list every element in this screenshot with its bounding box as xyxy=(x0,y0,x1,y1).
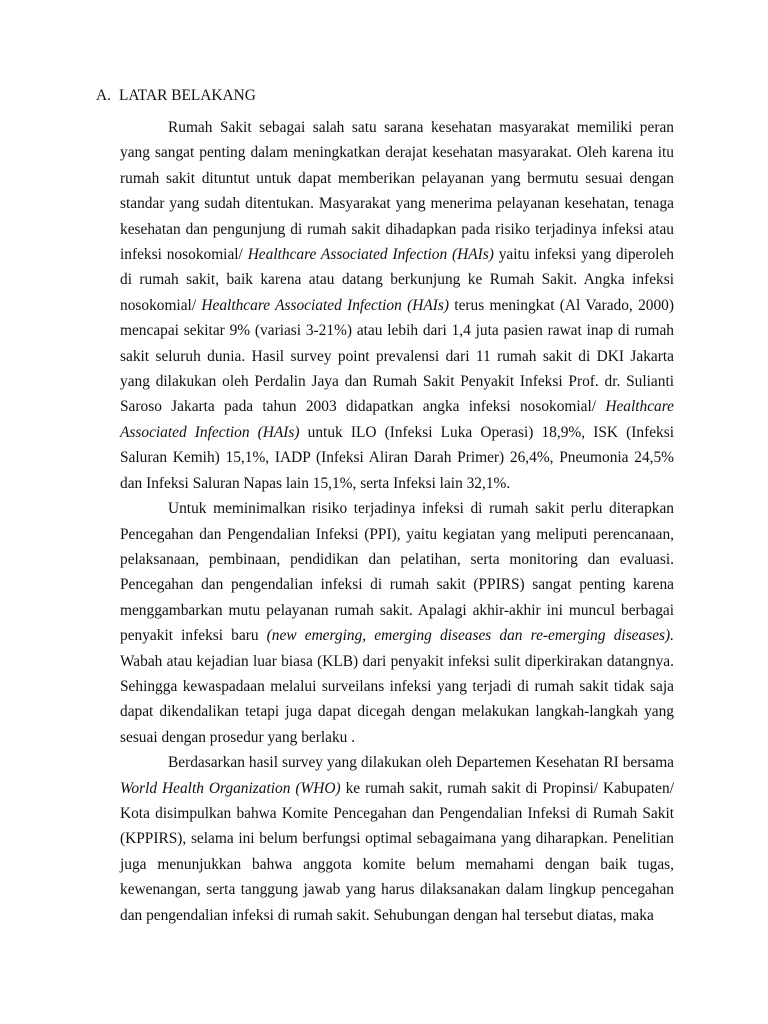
paragraph-text: terus meningkat (Al Varado, 2000) mencapai sekitar 9% (variasi 3-21%) atau lebih dari 1,4 juta pasien rawat inap di rumah sakit seluruh dunia. Hasil survey point prevalensi dari 11 rumah sakit di DKI Jakarta yang dilakukan oleh Perdalin Jaya dan Rumah Sakit Penyakit Infeksi Prof. dr. Sulianti Saroso Jakarta pada tahun 2003 didapatkan angka infeksi nosokomial/ xyxy=(120,296,674,416)
italic-term: World Health Organization (WHO) xyxy=(120,779,341,797)
paragraph-text: ke rumah sakit, rumah sakit di Propinsi/ Kabupaten/ Kota disimpulkan bahwa Komite Pencegahan dan Pengendalian Infeksi di Rumah Sakit (KPPIRS), selama ini belum berfungsi optimal sebagaimana yang diharapkan. Penelitian juga menunjukkan bahwa anggota komite belum memahami dengan baik tugas, kewenangan, serta tanggung jawab yang harus dilaksanakan dalam lingkup pencegahan dan pengendalian infeksi di rumah sakit. Sehubungan dengan hal tersebut diatas, maka xyxy=(120,779,674,924)
section-number: A. xyxy=(96,87,111,104)
italic-term: (new emerging, emerging diseases dan re-emerging diseases). xyxy=(266,627,674,645)
italic-term: Healthcare Associated Infection (HAIs) xyxy=(201,296,449,314)
paragraph-text: untuk ILO (Infeksi Luka Operasi) 18,9%, ISK (Infeksi Saluran Kemih) 15,1%, IADP (Infeksi Aliran Darah Primer) 26,4%, Pneumonia 24,5% dan Infeksi Saluran Napas lain 15,1%, serta Infeksi lain 32,1%. xyxy=(120,423,674,492)
section-heading xyxy=(96,86,256,106)
paragraph-text: Untuk meminimalkan risiko terjadinya infeksi di rumah sakit perlu diterapkan Pencegahan dan Pengendalian Infeksi (PPI), yaitu kegiatan yang meliputi perencanaan, pelaksanaan, pembinaan, pendidikan dan pelatihan, serta monitoring dan evaluasi. Pencegahan dan pengendalian infeksi di rumah sakit (PPIRS) sangat penting karena menggambarkan mutu pelayanan rumah sakit. Apalagi akhir-akhir ini muncul berbagai penyakit infeksi baru xyxy=(120,500,674,645)
italic-term: Healthcare Associated Infection (HAIs) xyxy=(120,398,674,441)
paragraph-text: Rumah Sakit sebagai salah satu sarana kesehatan masyarakat memiliki peran yang sangat penting dalam meningkatkan derajat kesehatan masyarakat. Oleh karena itu rumah sakit dituntut untuk dapat memberikan pelayanan yang bermutu sesuai dengan standar yang sudah ditentukan. Masyarakat yang menerima pelayanan kesehatan, tenaga kesehatan dan pengunjung di rumah sakit dihadapkan pada risiko terjadinya infeksi atau infeksi nosokomial/ xyxy=(120,119,674,264)
paragraph-text: Berdasarkan hasil survey yang dilakukan oleh Departemen Kesehatan RI bersama xyxy=(168,754,674,772)
italic-term: Healthcare Associated Infection (HAIs) xyxy=(247,246,494,264)
paragraph-1 xyxy=(120,115,674,496)
paragraph-3 xyxy=(120,750,674,928)
document-body xyxy=(120,115,674,928)
paragraph-2 xyxy=(120,496,674,750)
paragraph-text: yaitu infeksi yang diperoleh di rumah sakit, baik karena atau datang berkunjung ke Rumah Sakit. Angka infeksi nosokomial/ xyxy=(120,246,674,314)
paragraph-text: Wabah atau kejadian luar biasa (KLB) dari penyakit infeksi sulit diperkirakan datangnya. Sehingga kewaspadaan melalui surveilans infeksi yang terjadi di rumah sakit tidak saja dapat dikendalikan tetapi juga dapat dicegah dengan melakukan langkah-langkah yang sesuai dengan prosedur yang berlaku . xyxy=(120,652,674,746)
section-title: LATAR BELAKANG xyxy=(119,87,256,104)
